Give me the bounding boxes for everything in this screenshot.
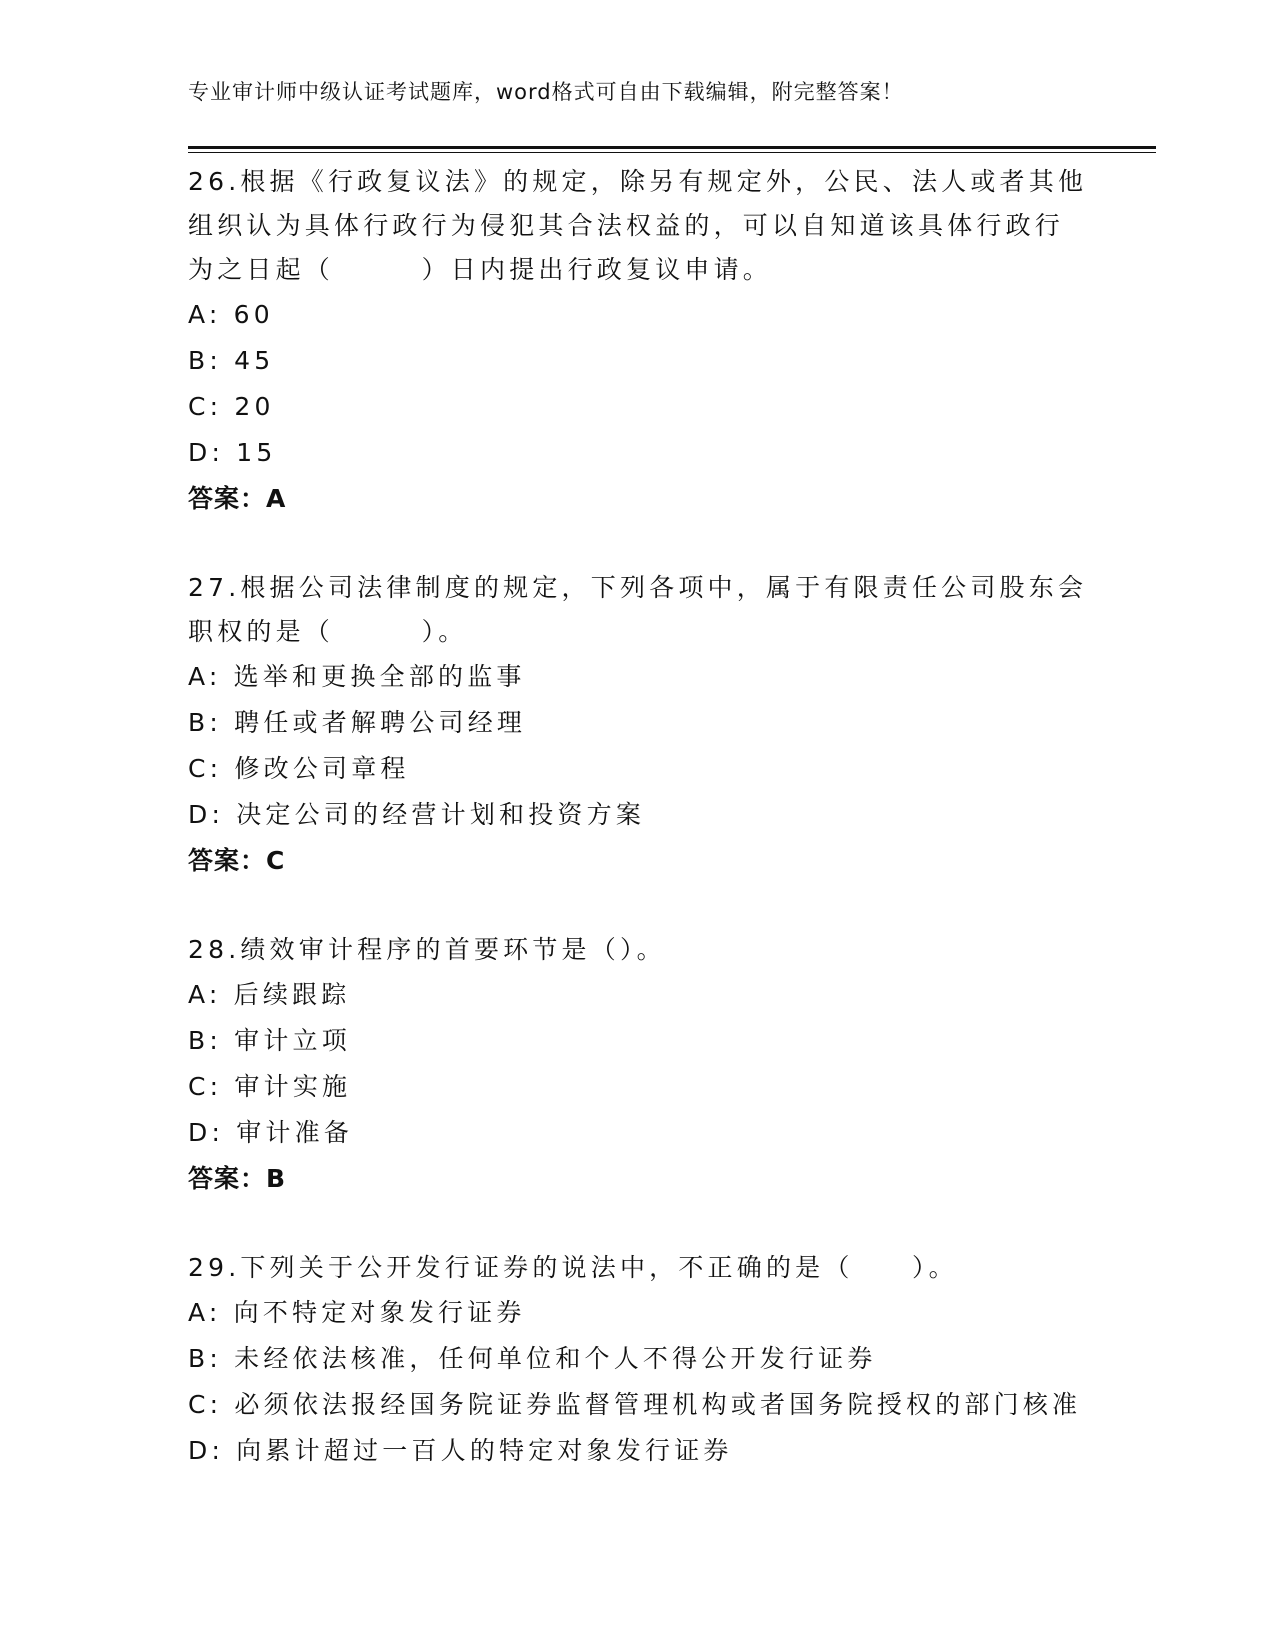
question-stem-line: 29.下列关于公开发行证券的说法中，不正确的是（ ）。 bbox=[188, 1253, 958, 1282]
question-stem-line: 职权的是（ ）。 bbox=[188, 617, 468, 646]
option-b: B: 聘任或者解聘公司经理 bbox=[188, 708, 527, 737]
option-b: B: 审计立项 bbox=[188, 1026, 351, 1055]
page-header: 专业审计师中级认证考试题库，word格式可自由下载编辑，附完整答案！ bbox=[188, 80, 904, 104]
answer-label: 答案：B bbox=[188, 1164, 287, 1193]
question-stem-line: 为之日起（ ）日内提出行政复议申请。 bbox=[188, 255, 773, 284]
option-c: C: 20 bbox=[188, 392, 275, 421]
question-26 bbox=[188, 160, 1088, 522]
header-rule-thin bbox=[188, 152, 1156, 153]
question-27 bbox=[188, 566, 1088, 884]
option-c: C: 必须依法报经国务院证券监督管理机构或者国务院授权的部门核准 bbox=[188, 1390, 1082, 1419]
question-28 bbox=[188, 928, 1088, 1202]
option-c: C: 修改公司章程 bbox=[188, 754, 410, 783]
question-list bbox=[188, 160, 1088, 1518]
option-a: A: 后续跟踪 bbox=[188, 980, 351, 1009]
option-a: A: 向不特定对象发行证券 bbox=[188, 1298, 526, 1327]
option-a: A: 选举和更换全部的监事 bbox=[188, 662, 526, 691]
question-stem-line: 28.绩效审计程序的首要环节是（）。 bbox=[188, 935, 666, 964]
option-d: D: 15 bbox=[188, 438, 277, 467]
option-d: D: 审计准备 bbox=[188, 1118, 354, 1147]
option-b: B: 未经依法核准，任何单位和个人不得公开发行证券 bbox=[188, 1344, 877, 1373]
question-stem-line: 27.根据公司法律制度的规定，下列各项中，属于有限责任公司股东会 bbox=[188, 573, 1088, 602]
option-d: D: 决定公司的经营计划和投资方案 bbox=[188, 800, 646, 829]
question-stem-line: 组织认为具体行政行为侵犯其合法权益的，可以自知道该具体行政行 bbox=[188, 211, 1065, 240]
option-b: B: 45 bbox=[188, 346, 275, 375]
answer-label: 答案：A bbox=[188, 484, 287, 513]
question-29 bbox=[188, 1246, 1088, 1474]
option-a: A: 60 bbox=[188, 300, 274, 329]
question-stem-line: 26.根据《行政复议法》的规定，除另有规定外，公民、法人或者其他 bbox=[188, 167, 1088, 196]
option-c: C: 审计实施 bbox=[188, 1072, 352, 1101]
answer-label: 答案：C bbox=[188, 846, 286, 875]
option-d: D: 向累计超过一百人的特定对象发行证券 bbox=[188, 1436, 733, 1465]
header-rule-thick bbox=[188, 146, 1156, 149]
